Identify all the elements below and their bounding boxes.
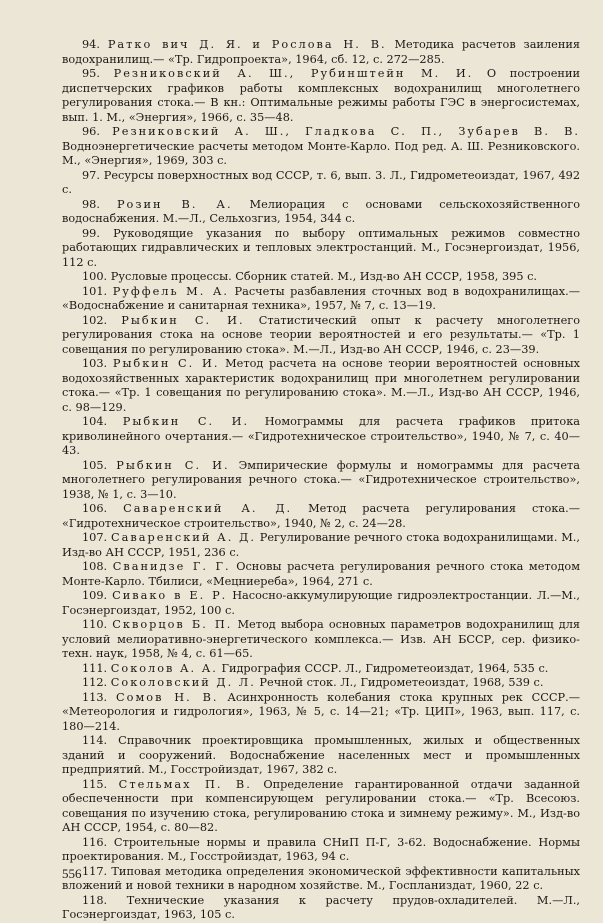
reference-text: Насосно-аккумулирующие гидроэлектростанции. Л.—М., Госэнергоиздат, 1952, 100 с. [62,589,581,617]
reference-authors: Саваренский А. Д. [110,531,256,544]
reference-number: 115. [82,777,108,791]
reference-text: Метод расчета регулирования стока.— «Гидротехническое строительство», 1940, № 2, с. 24—28. [62,502,581,530]
reference-text: Регулирование речного стока водохранилищами. М., Изд-во АН СССР, 1951, 236 с. [62,531,580,559]
reference-number: 109. [82,589,108,602]
reference-text: Расчеты разбавления сточных вод в водохранилищах.— «Водоснабжение и санитарная техника», 1957, № 7, с. 13—19. [62,284,580,312]
reference-authors: Ратко вич Д. Я. и Рослова Н. В. [107,38,387,51]
reference-list [62,38,580,923]
reference-entry [62,125,580,169]
reference-authors: Рыбкин С. И. [116,458,230,472]
reference-authors: Рыбкин С. И. [112,357,220,370]
reference-entry [62,415,580,459]
reference-entry [62,531,580,560]
reference-authors: Соколов А. А. [110,661,218,675]
reference-text: Номограммы для расчета графиков притока криволинейного очертания.— «Гидротехническое строительство», 1940, № 7, с. 40—43. [62,415,581,457]
reference-text: Типовая методика определения экономической эффективности капитальных вложений и новой техники в народном хозяйстве. М., Госпланиздат, 1960, 22 с. [62,864,580,892]
reference-number: 118. [82,893,108,907]
reference-text: Мелиорация с основами сельскохозяйственного водоснабжения. М.—Л., Сельхозгиз, 1954, 344 с. [62,197,581,225]
reference-number: 98. [82,197,100,211]
reference-entry [62,676,580,691]
reference-authors: Стельмах П. В. [118,777,252,791]
reference-number: 112. [82,676,108,689]
reference-number: 99. [82,226,100,240]
reference-text: Технические указания к расчету прудов-охладителей. М.—Л., Госэнергоиздат, 1963, 105 с. [62,893,581,921]
reference-number: 108. [82,560,108,573]
reference-entry [62,314,580,358]
reference-number: 106. [82,502,108,515]
reference-entry [62,357,580,415]
reference-entry [62,270,580,285]
reference-text: О построении диспетчерских графиков работы комплексных водохранилищ многолетнего регулирования стока.— В кн.: Оптимальные режимы работы ГЭС в энергосистемах, вып. 1. М., «Энергия», 1966, с. 35—48. [62,67,580,124]
reference-entry [62,67,580,125]
reference-entry [62,38,580,67]
reference-number: 95. [82,67,100,80]
reference-entry [62,836,580,865]
reference-text: Строительные нормы и правила СНиП П-Г, 3-62. Водоснабжение. Нормы проектирования. М., Госстройиздат, 1963, 94 с. [62,835,581,863]
reference-entry [62,589,580,618]
page-number: 556 [62,866,82,881]
reference-number: 114. [82,734,108,747]
reference-entry [62,169,580,198]
reference-authors: Саваренский А. Д. [123,502,293,515]
reference-authors: Скворцов Б. П. [112,618,233,631]
reference-text: Основы расчета регулирования речного стока методом Монте-Карло. Тбилиси, «Мецниереба», 1964, 271 с. [62,560,580,588]
reference-number: 101. [82,284,108,298]
reference-text: Методика расчетов заиления водохранилищ.— «Тр. Гидропроекта», 1964, сб. 12, с. 272—285. [62,38,581,66]
reference-text: Речной сток. Л., Гидрометеоиздат, 1968, 539 с. [259,676,544,689]
reference-text: Асинхронность колебания стока крупных рек СССР.— «Метеорология и гидрология», 1963, № 5, с. 14—21; «Тр. ЦИП», 1963, вып. 117, с. 180—214. [62,690,581,733]
reference-number: 103. [82,357,108,370]
reference-number: 94. [82,38,100,51]
reference-entry [62,778,580,836]
reference-text: Метод расчета на основе теории вероятностей основных водохозяйственных характеристик водохранилищ при многолетнем регулировании стока.— «Тр. 1 совещания по регулированию стока». М.—Л., Изд-во АН СССР, 1946, с. 98—129. [62,357,581,414]
reference-entry [62,285,580,314]
reference-number: 100. [82,270,108,283]
reference-number: 107. [82,531,108,544]
reference-authors: Резниковский А. Ш., Рубинштейн М. И. [113,67,474,80]
reference-authors: Рыбкин С. И. [121,313,245,327]
reference-text: Статистический опыт к расчету многолетнего регулирования стока на основе теории вероятностей и его результаты.— «Тр. 1 совещания по регулированию стока». М.—Л., Изд-во АН СССР, 1946, с. 23—39. [62,313,581,356]
reference-number: 117. [82,864,108,878]
reference-entry [62,560,580,589]
reference-number: 116. [82,835,108,849]
reference-text: Русловые процессы. Сборник статей. М., Изд-во АН СССР, 1958, 395 с. [110,270,538,283]
reference-text: Ресурсы поверхностных вод СССР, т. 6, вып. 3. Л., Гидрометеоиздат, 1967, 492 с. [62,168,581,196]
reference-authors: Сивако в Е. Р. [112,589,228,602]
reference-entry [62,198,580,227]
reference-authors: Рыбкин С. И. [122,415,250,428]
reference-entry [62,618,580,662]
reference-number: 110. [82,618,108,631]
reference-entry [62,662,580,677]
reference-number: 102. [82,313,108,327]
reference-text: Метод выбора основных параметров водохранилищ для условий мелиоративно-энергетического комплекса.— Изв. АН БССР, сер. физико-техн. наук, 1958, № 4, с. 61—65. [62,618,580,660]
reference-text: Руководящие указания по выбору оптимальных режимов совместно работающих гидравлических и тепловых электростанций. М., Госэнергоиздат, 1956, 112 с. [62,226,580,269]
reference-number: 97. [82,168,100,182]
reference-entry [62,691,580,735]
reference-authors: Резниковский А. Ш., Гладкова С. П., Зубарев В. В. [112,125,580,138]
reference-number: 96. [82,125,100,138]
reference-entry [62,227,580,271]
reference-number: 105. [82,458,108,472]
reference-text: Гидрография СССР. Л., Гидрометеоиздат, 1964, 535 с. [221,661,549,675]
reference-number: 111. [82,661,108,675]
reference-number: 113. [82,690,108,704]
reference-authors: Сванидзе Г. Г. [112,560,231,573]
reference-text: Определение гарантированной отдачи заданной обеспеченности при компенсирующем регулировании стока.— «Тр. Всесоюз. совещания по изучению стока, регулированию стока и зимнему режиму». М., Изд-во АН СССР, 1954, с. 80—82. [62,777,580,834]
reference-entry [62,734,580,778]
reference-entry [62,894,580,923]
reference-authors: Розин В. А. [116,197,233,211]
reference-entry [62,502,580,531]
reference-authors: Руффель М. А. [112,284,229,298]
reference-text: Справочник проектировщика промышленных, жилых и общественных зданий и сооружений. Водоснабжение населенных мест и промышленных предприятий. М., Госстройиздат, 1967, 382 с. [62,734,580,776]
reference-text: Водноэнергетические расчеты методом Монте-Карло. Под ред. А. Ш. Резниковского. М., «Энергия», 1969, 303 с. [62,139,580,167]
reference-number: 104. [82,415,108,428]
reference-authors: Сомов Н. В. [116,690,219,704]
reference-entry [62,459,580,503]
reference-entry [62,865,580,894]
reference-authors: Соколовский Д. Л. [110,676,256,689]
reference-text: Эмпирические формулы и номограммы для расчета многолетнего регулирования речного стока.— «Гидротехническое строительство», 1938, № 1, с. 3—10. [62,458,581,501]
